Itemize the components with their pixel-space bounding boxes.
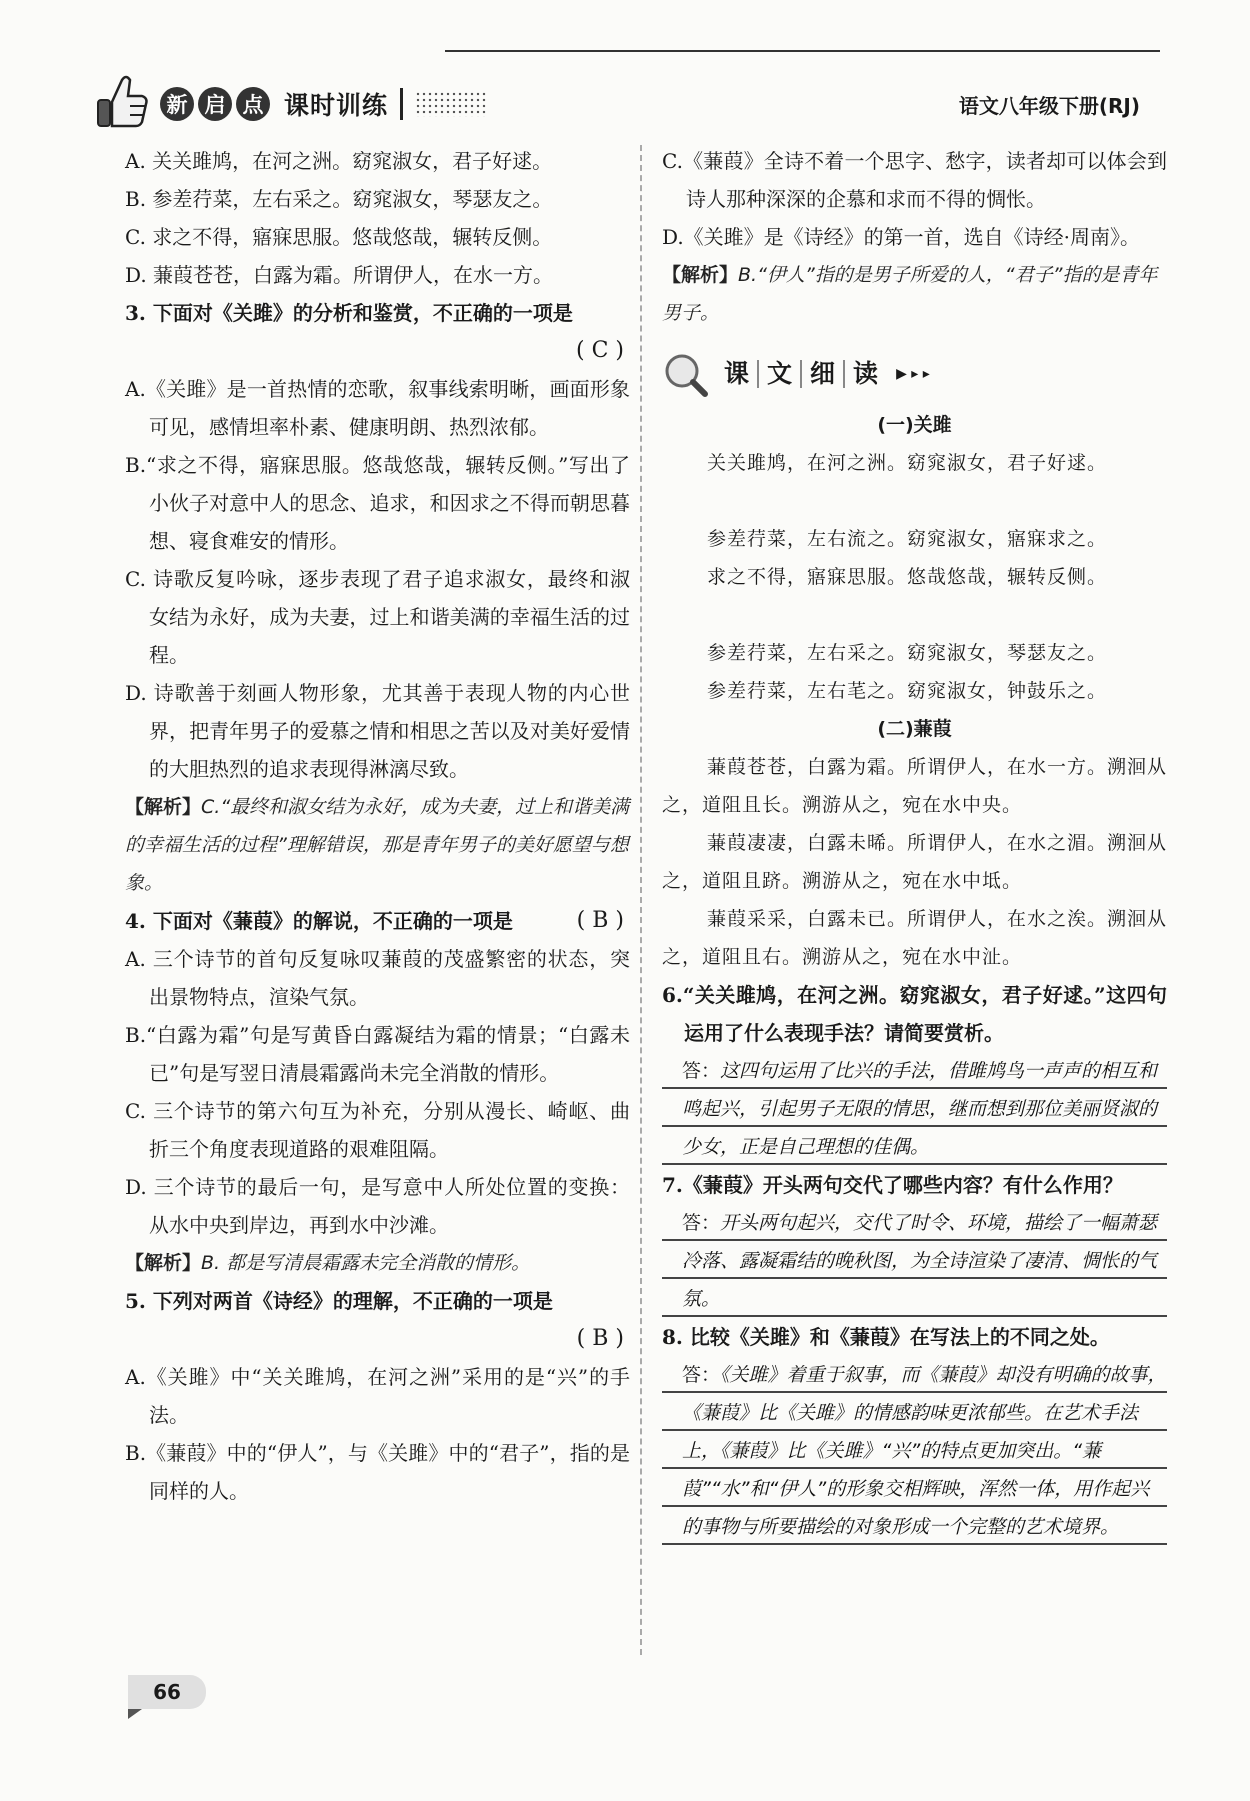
stanza-gap (662, 482, 1167, 520)
right-column (662, 142, 1167, 1546)
q3-option-a: A.《关雎》是一首热情的恋歌，叙事线索明晰，画面形象可见，感情坦率朴素、健康明朗、热烈浓郁。 (125, 377, 630, 439)
q7-answer (662, 1204, 1167, 1318)
poem-line: 参差荇菜，左右芼之。窈窕淑女，钟鼓乐之。 (707, 680, 1108, 702)
poem-title-jianjia: (二)蒹葭 (877, 718, 952, 740)
q3-option-d: D. 诗歌善于刻画人物形象，尤其善于表现人物的内心世界，把青年男子的爱慕之情和相思之苦以及对美好爱情的大胆热烈的追求表现得淋漓尽致。 (125, 681, 630, 781)
analysis-tag: 【解析】 (662, 264, 739, 286)
section-heading (662, 346, 1167, 402)
q5-stem: 5. 下列对两首《诗经》的理解，不正确的一项是 (125, 1289, 553, 1313)
header-rule (445, 50, 1160, 52)
q4-stem-text: 4. 下面对《蒹葭》的解说，不正确的一项是 (125, 909, 513, 933)
q5-answer: ( B ) (576, 1326, 624, 1351)
page-number-corner (128, 1709, 142, 1719)
brand-divider (400, 88, 403, 120)
q5-option-b: B.《蒹葭》中的“伊人”，与《关雎》中的“君子”，指的是同样的人。 (125, 1441, 630, 1503)
section-char: 细 (800, 360, 843, 388)
q4-stem (125, 902, 630, 940)
q5-option-d: D.《关雎》是《诗经》的第一首，选自《诗经·周南》。 (662, 225, 1141, 249)
poem-paragraph: 蒹葭苍苍，白露为霜。所谓伊人，在水一方。溯洄从之，道阻且长。溯游从之，宛在水中央。 (662, 756, 1168, 816)
q3-analysis-text: C.“最终和淑女结为永好，成为夫妻，过上和谐美满的幸福生活的过程”理解错误，那是青年男子的美好愿望与想象。 (125, 796, 630, 894)
q3-answer: ( C ) (576, 338, 624, 363)
q4-analysis-text: B. 都是写清晨霜露未完全消散的情形。 (201, 1252, 531, 1274)
q2-option-b: B. 参差荇菜，左右采之。窈窕淑女，琴瑟友之。 (125, 187, 553, 211)
brand-char: 启 (198, 87, 232, 121)
q8-answer (662, 1356, 1167, 1546)
q5-analysis-text: B.“伊人”指的是男子所爱的人，“君子”指的是青年男子。 (662, 264, 1158, 324)
book-title: 语文八年级下册(RJ) (958, 94, 1140, 118)
section-char: 读 (843, 360, 886, 388)
poem-line: 参差荇菜，左右流之。窈窕淑女，寤寐求之。 (707, 528, 1108, 550)
arrow-icon: ▶ ▸ ▸ (896, 366, 930, 382)
poem-line: 求之不得，寤寐思服。悠哉悠哉，辗转反侧。 (707, 566, 1108, 588)
poem-paragraph: 蒹葭凄凄，白露未晞。所谓伊人，在水之湄。溯洄从之，道阻且跻。溯游从之，宛在水中坻。 (662, 832, 1168, 892)
q4-option-b: B.“白露为霜”句是写黄昏白露凝结为霜的情景；“白露未已”句是写翌日清晨霜露尚未完全消散的情形。 (125, 1023, 630, 1085)
page-number: 66 (128, 1675, 206, 1709)
q4-analysis (125, 1244, 630, 1282)
section-title (716, 360, 886, 388)
q3-option-b: B.“求之不得，寤寐思服。悠哉悠哉，辗转反侧。”写出了小伙子对意中人的思念、追求，和因求之不得而朝思暮想、寝食难安的情形。 (125, 453, 630, 553)
page-header (90, 70, 1160, 130)
column-divider (640, 145, 642, 1655)
q6-answer (662, 1052, 1167, 1166)
q6-answer-text: 这四句运用了比兴的手法，借雎鸠鸟一声声的相互和鸣起兴，引起男子无限的情思，继而想到那位美丽贤淑的少女，正是自己理想的佳偶。 (682, 1060, 1158, 1158)
poem-paragraph: 蒹葭采采，白露未已。所谓伊人，在水之涘。溯洄从之，道阻且右。溯游从之，宛在水中沚。 (662, 908, 1168, 968)
q6-stem: 6.“关关雎鸠，在河之洲。窈窕淑女，君子好逑。”这四句运用了什么表现手法？请简要赏析。 (662, 983, 1167, 1045)
q2-option-c: C. 求之不得，寤寐思服。悠哉悠哉，辗转反侧。 (125, 225, 553, 249)
analysis-tag: 【解析】 (125, 796, 202, 818)
magnifier-icon (662, 351, 708, 397)
brand-text: 课时训练 (284, 91, 389, 120)
brand-char: 点 (236, 87, 270, 121)
section-char: 文 (757, 360, 800, 388)
answer-label: 答： (682, 1364, 721, 1386)
answer-label: 答： (682, 1212, 721, 1234)
q7-answer-text: 开头两句起兴，交代了时令、环境，描绘了一幅萧瑟冷落、露凝霜结的晚秋图，为全诗渲染了凄清、惆怅的气氛。 (682, 1212, 1158, 1310)
section-char: 课 (724, 359, 750, 388)
brand-logo (160, 86, 487, 122)
q2-option-a: A. 关关雎鸠，在河之洲。窈窕淑女，君子好逑。 (125, 149, 553, 173)
analysis-tag: 【解析】 (125, 1252, 202, 1274)
q4-option-a: A. 三个诗节的首句反复咏叹蒹葭的茂盛繁密的状态，突出景物特点，渲染气氛。 (125, 947, 630, 1009)
answer-label: 答： (682, 1060, 721, 1082)
dot-pattern-decoration (415, 91, 487, 117)
q7-stem: 7.《蒹葭》开头两句交代了哪些内容？有什么作用？ (662, 1173, 1123, 1197)
q8-answer-text: 《关雎》着重于叙事，而《蒹葭》却没有明确的故事，《蒹葭》比《关雎》的情感韵味更浓郁些。在艺术手法上，《蒹葭》比《关雎》“兴”的特点更加突出。“蒹葭”“水”和“伊人”的形象交相辉映，浑然一体，用作起兴的事物与所要描绘的对象形成一个完整的艺术境界。 (682, 1364, 1167, 1538)
brand-char: 新 (160, 87, 194, 121)
poem-line: 参差荇菜，左右采之。窈窕淑女，琴瑟友之。 (707, 642, 1108, 664)
q5-option-a: A.《关雎》中“关关雎鸠，在河之洲”采用的是“兴”的手法。 (125, 1365, 630, 1427)
q4-option-c: C. 三个诗节的第六句互为补充，分别从漫长、崎岖、曲折三个角度表现道路的艰难阻隔。 (125, 1099, 630, 1161)
poem-line: 关关雎鸠，在河之洲。窈窕淑女，君子好逑。 (707, 452, 1108, 474)
q5-analysis (662, 256, 1167, 332)
left-column (125, 142, 630, 1510)
q4-answer: ( B ) (576, 908, 624, 933)
stanza-gap (662, 596, 1167, 634)
q3-analysis (125, 788, 630, 902)
q8-stem: 8. 比较《关雎》和《蒹葭》在写法上的不同之处。 (662, 1325, 1110, 1349)
q2-option-d: D. 蒹葭苍苍，白露为霜。所谓伊人，在水一方。 (125, 263, 554, 287)
thumbs-up-icon (90, 70, 150, 130)
q5-option-c: C.《蒹葭》全诗不着一个思字、愁字，读者却可以体会到诗人那种深深的企慕和求而不得的惆怅。 (662, 149, 1167, 211)
q3-option-c: C. 诗歌反复吟咏，逐步表现了君子追求淑女，最终和淑女结为永好，成为夫妻，过上和谐美满的幸福生活的过程。 (125, 567, 630, 667)
q4-option-d: D. 三个诗节的最后一句，是写意中人所处位置的变换：从水中央到岸边，再到水中沙滩。 (125, 1175, 630, 1237)
q3-stem: 3. 下面对《关雎》的分析和鉴赏，不正确的一项是 (125, 301, 573, 325)
poem-title-guanju: (一)关雎 (877, 414, 952, 436)
